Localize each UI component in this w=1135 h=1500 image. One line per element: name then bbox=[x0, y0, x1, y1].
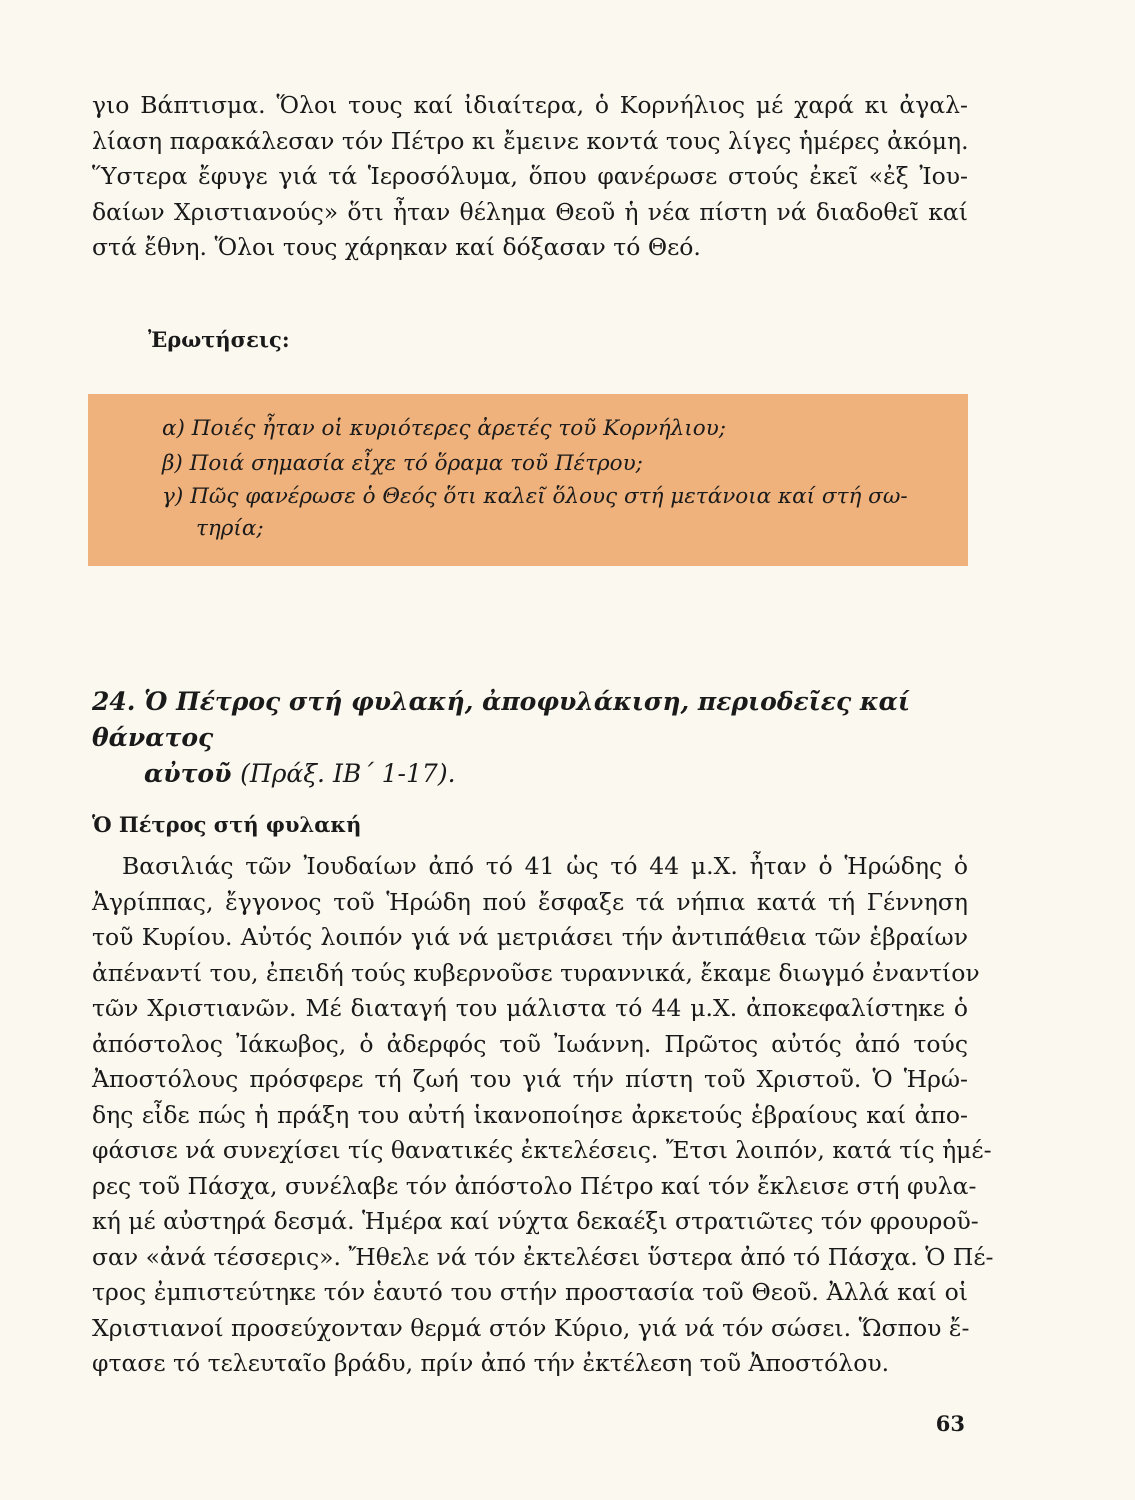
scripture-reference: (Πράξ. ΙΒ΄ 1-17). bbox=[240, 759, 456, 788]
main-paragraph bbox=[92, 849, 994, 1382]
subheading: Ὁ Πέτρος στή φυλακή bbox=[92, 812, 362, 837]
question-item: β) Ποιά σημασία εἶχε τό ὅραμα τοῦ Πέτρου; bbox=[162, 451, 643, 476]
text-line: φάσισε νά συνεχίσει τίς θανατικές ἐκτελέσεις. Ἔτσι λοιπόν, κατά τίς ἡμέ- bbox=[92, 1136, 992, 1164]
questions-box bbox=[88, 394, 968, 566]
text-line: Βασιλιάς τῶν Ἰουδαίων ἀπό τό 41 ὡς τό 44 μ.Χ. ἦταν ὁ Ἡρώδης ὁ bbox=[122, 852, 968, 880]
text-line: λίαση παρακάλεσαν τόν Πέτρο κι ἔμεινε κοντά τους λίγες ἡμέρες ἀκόμη. bbox=[92, 126, 969, 155]
text-line: σαν «ἀνά τέσσερις». Ἤθελε νά τόν ἐκτελέσει ὕστερα ἀπό τό Πάσχα. Ὁ Πέ- bbox=[92, 1242, 994, 1271]
text-line: κή μέ αὐστηρά δεσμά. Ἡμέρα καί νύχτα δεκαέξι στρατιῶτες τόν φρουροῦ- bbox=[92, 1207, 979, 1235]
text-line: στά ἔθνη. Ὅλοι τους χάρηκαν καί δόξασαν τό Θεό. bbox=[92, 233, 701, 261]
intro-paragraph bbox=[92, 88, 968, 266]
section-title-continuation bbox=[92, 756, 972, 792]
section-title bbox=[92, 684, 972, 792]
section-number: 24. bbox=[92, 687, 136, 716]
text-line: Ἀποστόλους πρόσφερε τή ζωή του γιά τήν πίστη τοῦ Χριστοῦ. Ὁ Ἡρώ- bbox=[92, 1065, 968, 1093]
page-number: 63 bbox=[935, 1411, 965, 1436]
questions-heading: Ἐρωτήσεις: bbox=[148, 327, 290, 352]
question-item: γ) Πῶς φανέρωσε ὁ Θεός ὅτι καλεῖ ὅλους στή μετάνοια καί στή σω- bbox=[162, 484, 908, 509]
text-line: Χριστιανοί προσεύχονταν θερμά στόν Κύριο, γιά νά τόν σώσει. Ὥσπου ἔ- bbox=[92, 1313, 970, 1342]
text-line: δης εἶδε πώς ἡ πράξη του αὐτή ἱκανοποίησε ἀρκετούς ἑβραίους καί ἀπο- bbox=[92, 1100, 968, 1129]
question-item-continuation: τηρία; bbox=[196, 516, 264, 541]
text-line: τοῦ Κυρίου. Αὐτός λοιπόν γιά νά μετριάσει τήν ἀντιπάθεια τῶν ἑβραίων bbox=[92, 923, 968, 951]
text-line: Ὕστερα ἔφυγε γιά τά Ἱεροσόλυμα, ὅπου φανέρωσε στούς ἐκεῖ «ἐξ Ἰου- bbox=[92, 162, 968, 190]
text-line: Ἀγρίππας, ἔγγονος τοῦ Ἡρώδη πού ἔσφαξε τά νήπια κατά τή Γέννηση bbox=[92, 887, 968, 916]
text-line: ἀπόστολος Ἰάκωβος, ὁ ἀδερφός τοῦ Ἰωάννη. Πρῶτος αὐτός ἀπό τούς bbox=[92, 1029, 968, 1058]
text-line: γιο Βάπτισμα. Ὅλοι τους καί ἰδιαίτερα, ὁ Κορνήλιος μέ χαρά κι ἀγαλ- bbox=[92, 91, 968, 119]
text-line: τρος ἐμπιστεύτηκε τόν ἑαυτό του στήν προστασία τοῦ Θεοῦ. Ἀλλά καί οἱ bbox=[92, 1278, 968, 1306]
text-line: ἀπέναντί του, ἐπειδή τούς κυβερνοῦσε τυραννικά, ἔκαμε διωγμό ἐναντίον bbox=[92, 958, 980, 987]
section-title-text: Ὁ Πέτρος στή φυλακή, ἀποφυλάκιση, περιοδεῖες καί θάνατος bbox=[92, 687, 910, 752]
section-title-text-2: αὐτοῦ bbox=[144, 759, 232, 788]
text-line: τῶν Χριστιανῶν. Μέ διαταγή του μάλιστα τό 44 μ.Χ. ἀποκεφαλίστηκε ὁ bbox=[92, 994, 968, 1022]
question-item: α) Ποιές ἦταν οἱ κυριότερες ἀρετές τοῦ Κορνήλιου; bbox=[162, 416, 727, 441]
text-line: ρες τοῦ Πάσχα, συνέλαβε τόν ἀπόστολο Πέτρο καί τόν ἔκλεισε στή φυλα- bbox=[92, 1171, 977, 1200]
text-line: δαίων Χριστιανούς» ὅτι ἦταν θέλημα Θεοῦ ἡ νέα πίστη νά διαδοθεῖ καί bbox=[92, 197, 968, 226]
text-line: φτασε τό τελευταῖο βράδυ, πρίν ἀπό τήν ἐκτέλεση τοῦ Ἀποστόλου. bbox=[92, 1349, 890, 1377]
